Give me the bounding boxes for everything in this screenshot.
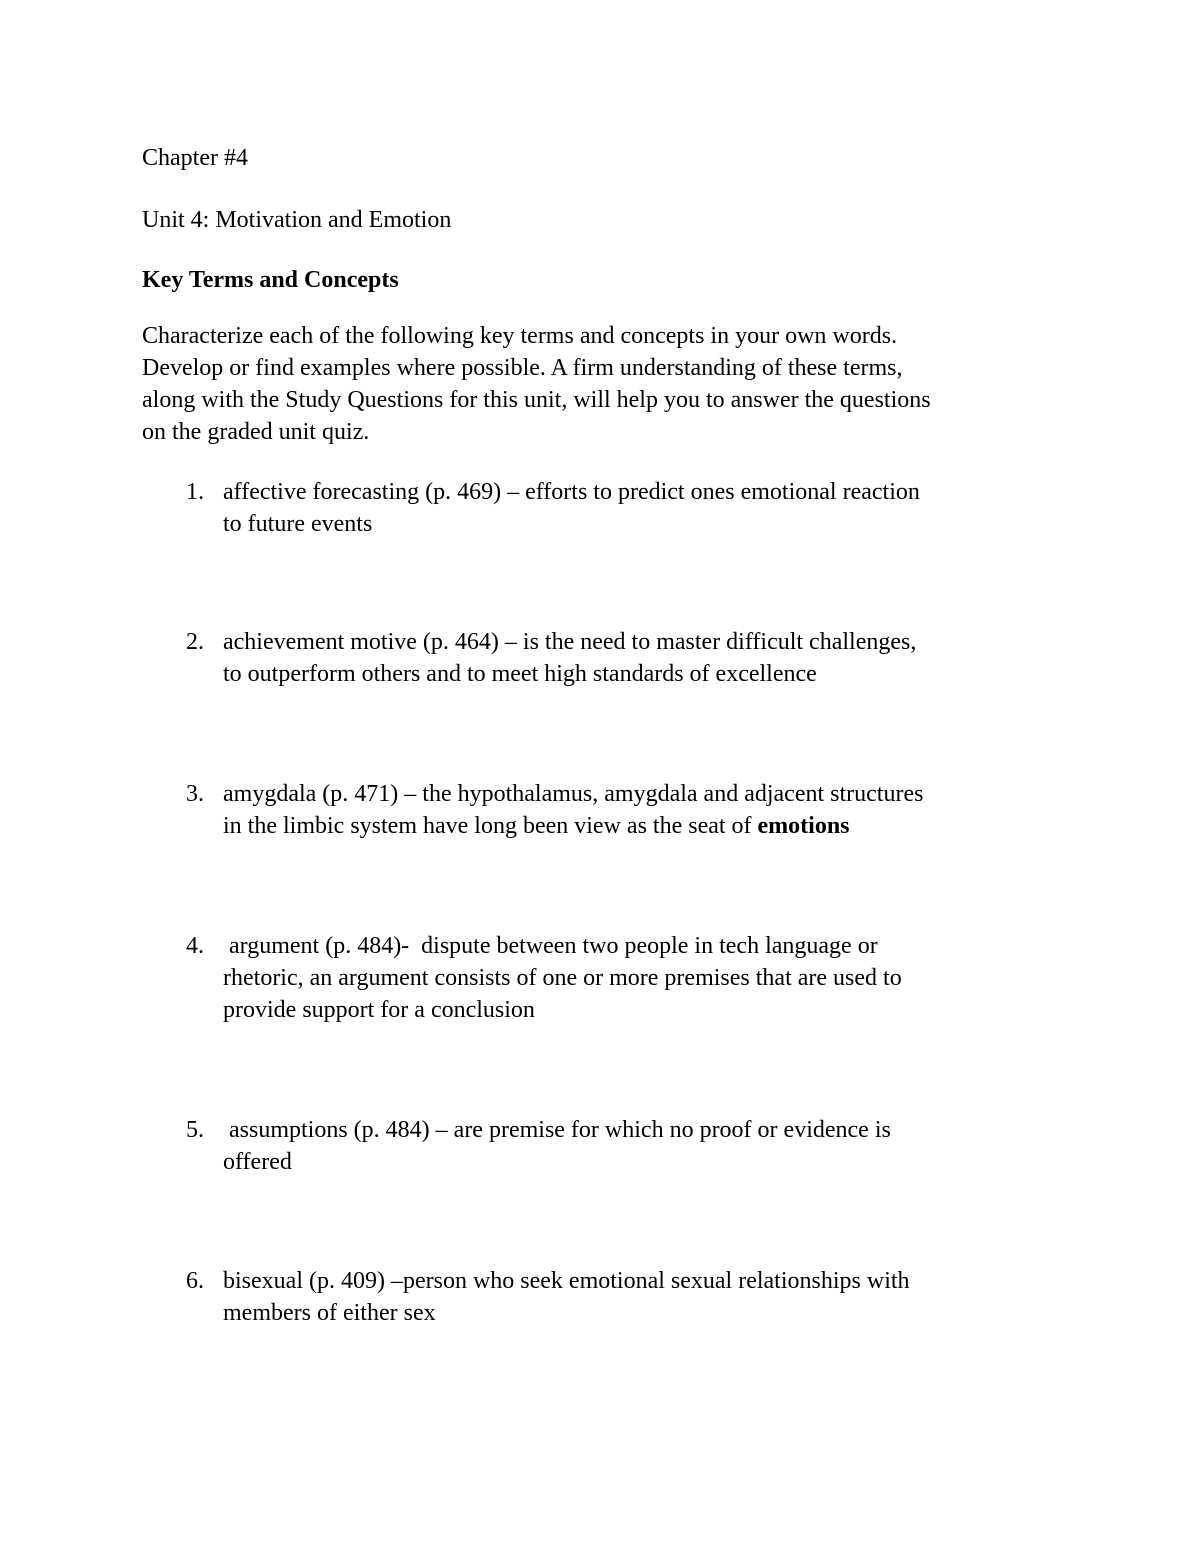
list-item-number: 1. bbox=[186, 479, 204, 505]
list-item-line: amygdala (p. 471) – the hypothalamus, amygdala and adjacent structures bbox=[223, 781, 924, 807]
list-item-line-text: in the limbic system have long been view as the seat of bbox=[223, 813, 758, 839]
intro-line: Characterize each of the following key terms and concepts in your own words. bbox=[142, 323, 898, 349]
intro-paragraph bbox=[142, 320, 1062, 448]
intro-line: along with the Study Questions for this unit, will help you to answer the questions bbox=[142, 387, 931, 413]
list-item-text bbox=[223, 930, 1043, 1026]
chapter-label: Chapter #4 bbox=[142, 145, 248, 171]
list-item-text bbox=[223, 1265, 1043, 1329]
list-item-line: achievement motive (p. 464) – is the need to master difficult challenges, bbox=[223, 629, 917, 655]
list-item-number: 3. bbox=[186, 781, 204, 807]
list-item-line: rhetoric, an argument consists of one or more premises that are used to bbox=[223, 965, 902, 991]
list-item-line: argument (p. 484)- dispute between two people in tech language or bbox=[223, 933, 878, 959]
intro-line: on the graded unit quiz. bbox=[142, 419, 370, 445]
list-item-number: 5. bbox=[186, 1117, 204, 1143]
list-item-number: 2. bbox=[186, 629, 204, 655]
list-item-text bbox=[223, 1114, 1043, 1178]
list-item-text bbox=[223, 626, 1043, 690]
unit-title: Unit 4: Motivation and Emotion bbox=[142, 207, 452, 233]
list-item-text bbox=[223, 476, 1043, 540]
list-item-number: 4. bbox=[186, 933, 204, 959]
list-item-line: provide support for a conclusion bbox=[223, 997, 535, 1023]
list-item-line: members of either sex bbox=[223, 1300, 436, 1326]
list-item-line bbox=[223, 810, 1043, 842]
list-item-text bbox=[223, 778, 1043, 842]
emphasis-word: emotions bbox=[757, 813, 850, 839]
list-item-line: offered bbox=[223, 1149, 292, 1175]
list-item-line: assumptions (p. 484) – are premise for which no proof or evidence is bbox=[223, 1117, 891, 1143]
list-item-line: to future events bbox=[223, 511, 373, 537]
section-heading: Key Terms and Concepts bbox=[142, 267, 399, 293]
list-item-number: 6. bbox=[186, 1268, 204, 1294]
intro-line: Develop or find examples where possible. A firm understanding of these terms, bbox=[142, 355, 903, 381]
list-item-line: to outperform others and to meet high standards of excellence bbox=[223, 661, 817, 687]
list-item-line: affective forecasting (p. 469) – efforts to predict ones emotional reaction bbox=[223, 479, 920, 505]
list-item-line: bisexual (p. 409) –person who seek emotional sexual relationships with bbox=[223, 1268, 910, 1294]
